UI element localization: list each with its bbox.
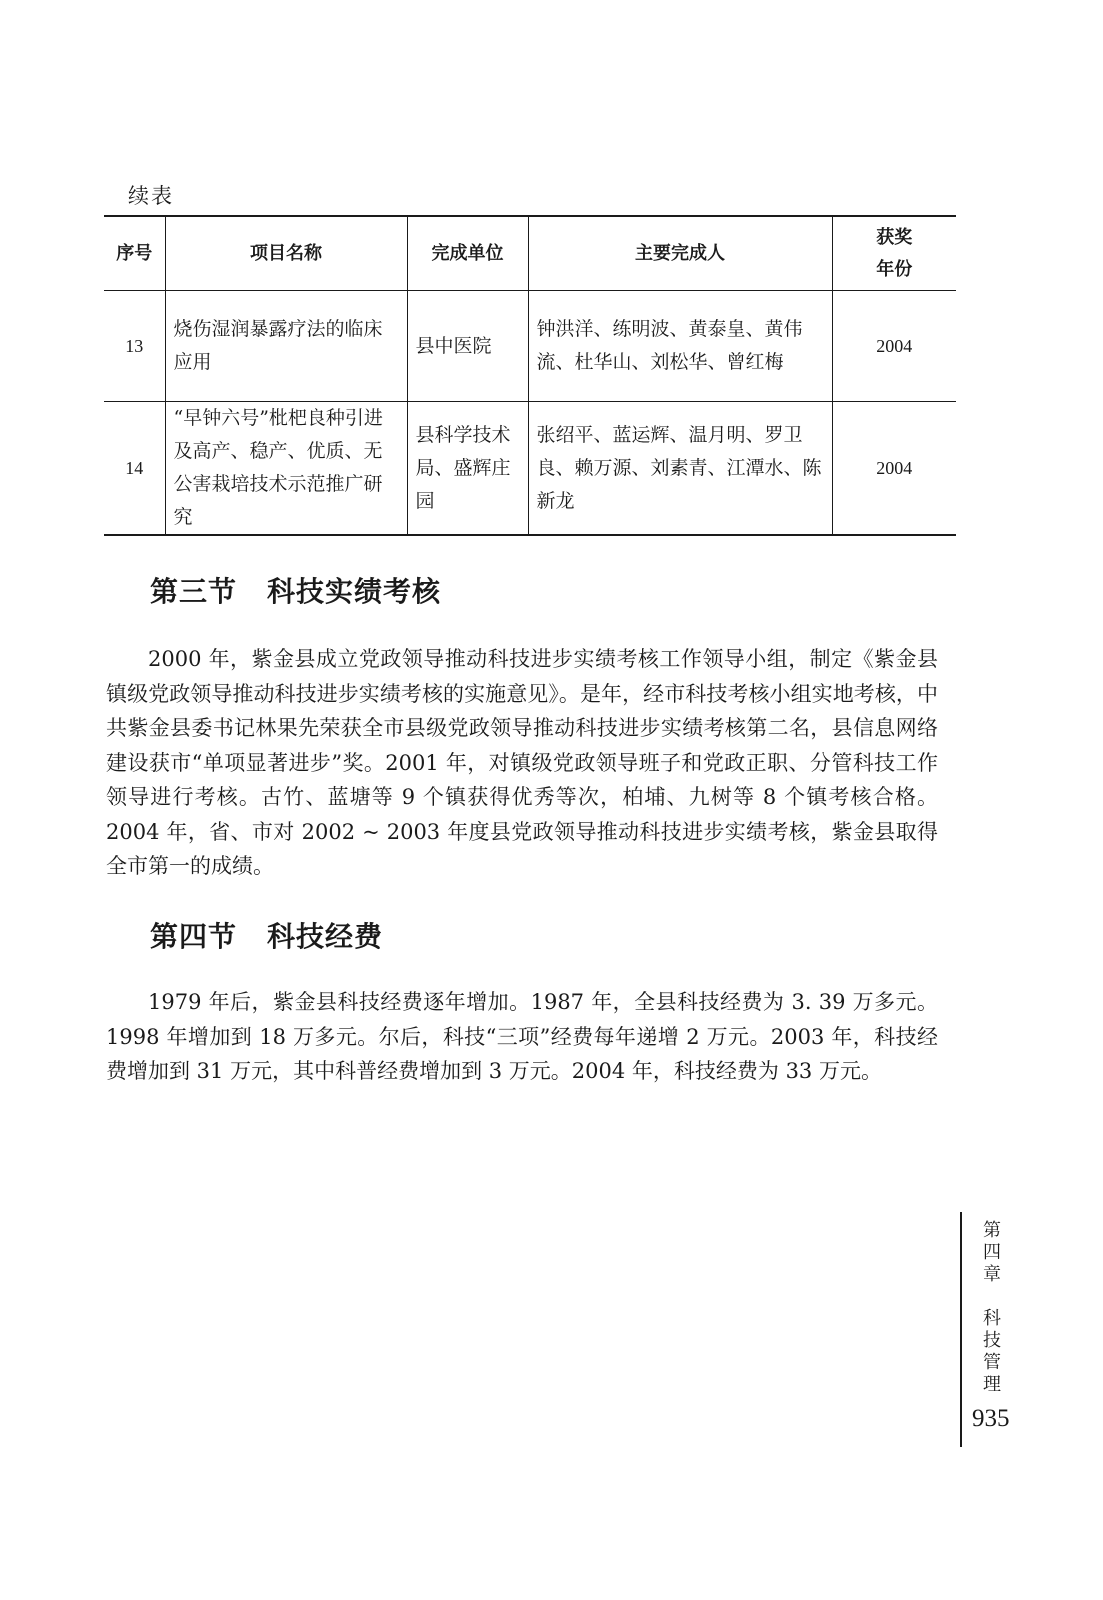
row-project: 烧伤湿润暴露疗法的临床应用 <box>165 291 407 402</box>
row-unit: 县中医院 <box>407 291 528 402</box>
section-3-paragraph: 2000 年，紫金县成立党政领导推动科技进步实绩考核工作领导小组，制定《紫金县镇级党政领导推动科技进步实绩考核的实施意见》。是年，经市科技考核小组实地考核，中共紫金县委书记林果先荣获全市县级党政领导推动科技进步实绩考核第二名，县信息网络建设获市“单项显著进步”奖。2001 年，对镇级党政领导班子和党政正职、分管科技工作领导进行考核。古竹、蓝塘等 9 个镇获得优秀等次，柏埔、九树等 8 个镇考核合格。2004 年，省、市对 2002 ~ 2003 年度县党政领导推动科技进步实绩考核，紫金县取得全市第一的成绩。 <box>106 647 938 878</box>
header-index: 序号 <box>104 216 165 291</box>
header-year-line1: 获奖 <box>876 226 913 248</box>
header-unit: 完成单位 <box>407 216 528 291</box>
header-people: 主要完成人 <box>528 216 832 291</box>
section-3-title: 科技实绩考核 <box>267 575 442 608</box>
row-people: 钟洪洋、练明波、黄泰皇、黄伟流、杜华山、刘松华、曾红梅 <box>528 291 832 402</box>
header-year <box>832 216 956 291</box>
margin-rule <box>960 1212 962 1447</box>
table-header-row <box>104 216 956 291</box>
row-index: 14 <box>104 402 165 536</box>
section-3-heading <box>150 570 441 610</box>
row-unit: 县科学技术局、盛辉庄园 <box>407 402 528 536</box>
awards-table <box>104 215 956 536</box>
table-row <box>104 402 956 536</box>
header-year-line2: 年份 <box>876 258 913 280</box>
table-row <box>104 291 956 402</box>
page-number: 935 <box>972 1405 1010 1432</box>
row-project: “早钟六号”枇杷良种引进及高产、稳产、优质、无公害栽培技术示范推广研究 <box>165 402 407 536</box>
header-project: 项目名称 <box>165 216 407 291</box>
section-4-paragraph: 1979 年后，紫金县科技经费逐年增加。1987 年，全县科技经费为 3. 39 万多元。1998 年增加到 18 万多元。尔后，科技“三项”经费每年递增 2 万元。2003 年，科技经费增加到 31 万元，其中科普经费增加到 3 万元。2004 年，科技经费为 33 万元。 <box>106 990 938 1083</box>
row-year: 2004 <box>832 402 956 536</box>
section-4-number: 第四节 <box>150 920 238 953</box>
section-4-title: 科技经费 <box>267 920 384 953</box>
section-4-heading <box>150 915 383 955</box>
row-year: 2004 <box>832 291 956 402</box>
chapter-label: 第四章 科技管理 <box>980 1220 1001 1396</box>
table-caption: 续表 <box>128 184 174 208</box>
section-3-number: 第三节 <box>150 575 238 608</box>
row-people: 张绍平、蓝运辉、温月明、罗卫良、赖万源、刘素青、江潭水、陈新龙 <box>528 402 832 536</box>
row-index: 13 <box>104 291 165 402</box>
